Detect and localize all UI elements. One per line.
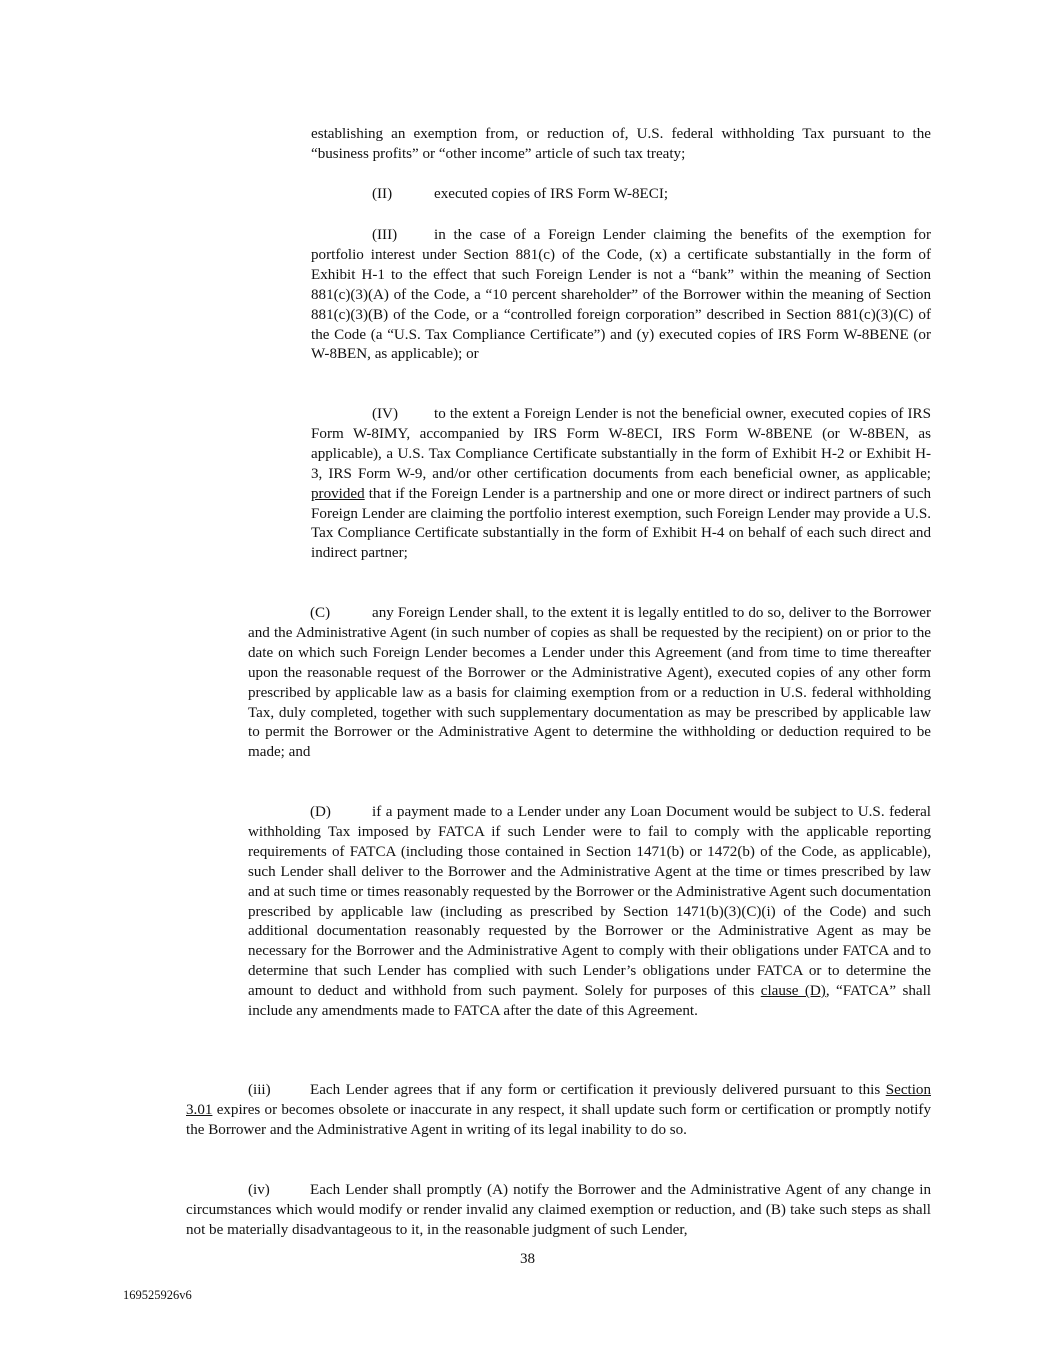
cross-reference-section-3-01: Section 3.01 [186,1082,931,1118]
paragraph-C [248,604,931,763]
paragraph-D [248,803,931,1022]
paragraph-label: (II) [372,186,393,202]
paragraph-text: executed copies of IRS Form W-8ECI; [434,186,669,202]
paragraph-label: (iv) [248,1182,270,1198]
paragraph-text: if a payment made to a Lender under any Loan Document would be subject to U.S. federal withholding Tax imposed by FATCA if such Lender were to fail to comply with the applicable reporting requirements of FATCA (including those contained in Section 1471(b) or 1472(b) of the Code, as applicable), such Lender shall deliver to the Borrower and the Administrative Agent at the time or times prescribed by law and at such time or times reasonably requested by the Borrower or the Administrative Agent such documentation prescribed by applicable law (including as prescribed by Section 1471(b)(3)(C)(i) of the Code) and such additional documentation reasonably requested by the Borrower or the Administrative Agent as may be necessary for the Borrower and the Administrative Agent to comply with their obligations under FATCA and to determine that such Lender has complied with such Lender’s obligations under FATCA or to determine the amount to deduct and withhold from such payment. Solely for purposes of this [248,804,931,1000]
paragraph-iii [186,1081,931,1141]
paragraph-continuation: establishing an exemption from, or reduction of, U.S. federal withholding Tax pursuant to the “business profits” or “other income” article of such tax treaty; [311,126,931,162]
paragraph-III [311,226,931,365]
paragraph-text: , “FATCA” shall include any amendments made to FATCA after the date of this Agreement. [248,983,931,1020]
paragraph-iv [186,1181,931,1241]
paragraph-label: (III) [372,227,398,243]
underlined-term-provided: provided [311,485,365,502]
paragraph-text: that if the Foreign Lender is a partnership and one or more direct or indirect partners of such Foreign Lender are claiming the portfolio interest exemption, such Foreign Lender may provide a U.S. Tax Compliance Certificate substantially in the form of Exhibit H-4 on behalf of each such direct and indirect partner; [311,485,931,562]
paragraph-text: Each Lender shall promptly (A) notify the Borrower and the Administrative Agent of any change in circumstances which would modify or render invalid any claimed exemption or reduction, and (B) take such steps as shall not be materially disadvantageous to it, in the reasonable judgment of such Lender, [186,1182,931,1238]
page-number: 38 [519,1251,536,1267]
paragraph-label: (C) [310,605,331,621]
paragraph-text: any Foreign Lender shall, to the extent it is legally entitled to do so, deliver to the Borrower and the Administrative Agent (in such number of copies as shall be requested by the recipient) on or prior to the date on which such Foreign Lender becomes a Lender under this Agreement (and from time to time thereafter upon the reasonable request of the Borrower or the Administrative Agent), executed copies of any other form prescribed by applicable law as a basis for claiming exemption from or a reduction in U.S. federal withholding Tax, duly completed, together with such supplementary documentation as may be prescribed by applicable law to permit the Borrower or the Administrative Agent to determine the withholding or deduction required to be made; and [248,605,931,761]
cross-reference-clause-d: clause (D) [760,983,826,1000]
paragraph-label: (D) [310,804,331,820]
paragraph-text: Each Lender agrees that if any form or certification it previously delivered pursuant to this [310,1082,886,1098]
paragraph-text: expires or becomes obsolete or inaccurate in any respect, it shall update such form or certification or promptly notify the Borrower and the Administrative Agent in writing of its legal inability to do so. [186,1101,931,1138]
document-id: 169525926v6 [123,1288,192,1302]
paragraph-label: (iii) [248,1082,271,1098]
paragraph-II [311,185,931,205]
paragraph-label: (IV) [372,406,398,422]
paragraph-text: to the extent a Foreign Lender is not the beneficial owner, executed copies of IRS Form W-8IMY, accompanied by IRS Form W-8ECI, IRS Form W-8BENE (or W-8BEN, as applicable), a U.S. Tax Compliance Certificate substantially in the form of Exhibit H-2 or Exhibit H-3, IRS Form W-9, and/or other certification documents from each beneficial owner, as applicable; [311,406,931,482]
paragraph-IV [311,405,931,564]
paragraph-text: in the case of a Foreign Lender claiming the benefits of the exemption for portfolio interest under Section 881(c) of the Code, (x) a certificate substantially in the form of Exhibit H-1 to the effect that such Foreign Lender is not a “bank” within the meaning of Section 881(c)(3)(A) of the Code, a “10 percent shareholder” of the Borrower within the meaning of Section 881(c)(3)(B) of the Code, or a “controlled foreign corporation” described in Section 881(c)(3)(C) of the Code (a “U.S. Tax Compliance Certificate”) and (y) executed copies of IRS Form W-8BENE (or W-8BEN, as applicable); or [311,227,931,363]
